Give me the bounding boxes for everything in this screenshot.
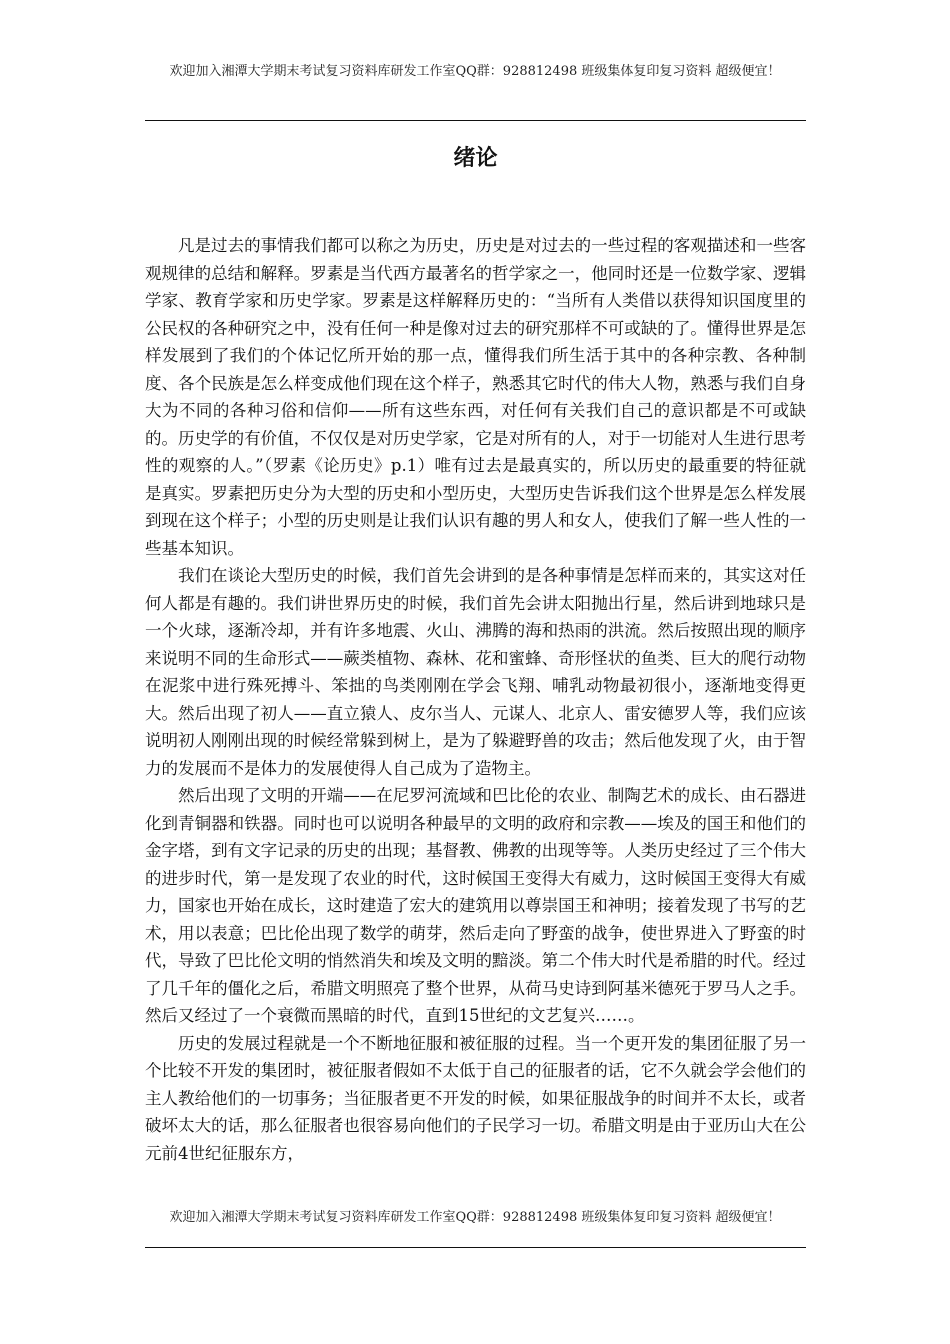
- page-header: 欢迎加入湘潭大学期末考试复习资料库研发工作室QQ群：928812498 班级集体复印复习资料 超级便宜！: [169, 64, 781, 79]
- footer-divider: [145, 1247, 806, 1248]
- document-title: 绪论: [453, 145, 498, 171]
- paragraph-4: 历史的发展过程就是一个不断地征服和被征服的过程。当一个更开发的集团征服了另一个比较不开发的集团时，被征服者假如不太低于自己的征服者的话，它不久就会学会他们的主人教给他们的一切事务；当征服者更不开发的时候，如果征服战争的时间并不太长，或者破坏太大的话，那么征服者也很容易向他们的子民学习一切。希腊文明是由于亚历山大在公元前4世纪征服东方，: [145, 1033, 806, 1163]
- header-divider: [145, 120, 806, 121]
- paragraph-1: 凡是过去的事情我们都可以称之为历史，历史是对过去的一些过程的客观描述和一些客观规律的总结和解释。罗素是当代西方最著名的哲学家之一，他同时还是一位数学家、逻辑学家、教育学家和历史学家。罗素是这样解释历史的：“当所有人类借以获得知识国度里的公民权的各种研究之中，没有任何一种是像对过去的研究那样不可或缺的了。懂得世界是怎样发展到了我们的个体记忆所开始的那一点，懂得我们所生活于其中的各种宗教、各种制度、各个民族是怎么样变成他们现在这个样子，熟悉其它时代的伟大人物，熟悉与我们自身大为不同的各种习俗和信仰——所有这些东西，对任何有关我们自己的意识都是不可或缺的。历史学的有价值，不仅仅是对历史学家，它是对所有的人，对于一切能对人生进行思考性的观察的人。”（罗素《论历史》p.1）唯有过去是最真实的，所以历史的最重要的特征就是真实。罗素把历史分为大型的历史和小型历史，大型历史告诉我们这个世界是怎么样发展到现在这个样子；小型的历史则是让我们认识有趣的男人和女人，使我们了解一些人性的一些基本知识。: [145, 236, 806, 558]
- paragraph-3: 然后出现了文明的开端——在尼罗河流域和巴比伦的农业、制陶艺术的成长、由石器进化到青铜器和铁器。同时也可以说明各种最早的文明的政府和宗教——埃及的国王和他们的金字塔，到有文字记录的历史的出现；基督教、佛教的出现等等。人类历史经过了三个伟大的进步时代，第一是发现了农业的时代，这时候国王变得大有威力，这时候国王变得大有威力，国家也开始在成长，这时建造了宏大的建筑用以尊崇国王和神明；接着发现了书写的艺术，用以表意；巴比伦出现了数学的萌芽，然后走向了野蛮的战争，使世界进入了野蛮的时代，导致了巴比伦文明的悄然消失和埃及文明的黯淡。第二个伟大时代是希腊的时代。经过了几千年的僵化之后，希腊文明照亮了整个世界，从荷马史诗到阿基米德死于罗马人之手。然后又经过了一个衰微而黑暗的时代，直到15世纪的文艺复兴……。: [145, 786, 806, 1025]
- document-body: [145, 232, 806, 1167]
- paragraph-2: 我们在谈论大型历史的时候，我们首先会讲到的是各种事情是怎样而来的，其实这对任何人都是有趣的。我们讲世界历史的时候，我们首先会讲太阳抛出行星，然后讲到地球只是一个火球，逐渐冷却，并有许多地震、火山、沸腾的海和热雨的洪流。然后按照出现的顺序来说明不同的生命形式——蕨类植物、森林、花和蜜蜂、奇形怪状的鱼类、巨大的爬行动物在泥浆中进行殊死搏斗、笨拙的鸟类刚刚在学会飞翔、哺乳动物最初很小，逐渐地变得更大。然后出现了初人——直立猿人、皮尔当人、元谋人、北京人、雷安德罗人等，我们应该说明初人刚刚出现的时候经常躲到树上，是为了躲避野兽的攻击；然后他发现了火，由于智力的发展而不是体力的发展使得人自己成为了造物主。: [145, 566, 806, 778]
- page-footer: 欢迎加入湘潭大学期末考试复习资料库研发工作室QQ群：928812498 班级集体复印复习资料 超级便宜！: [169, 1210, 781, 1225]
